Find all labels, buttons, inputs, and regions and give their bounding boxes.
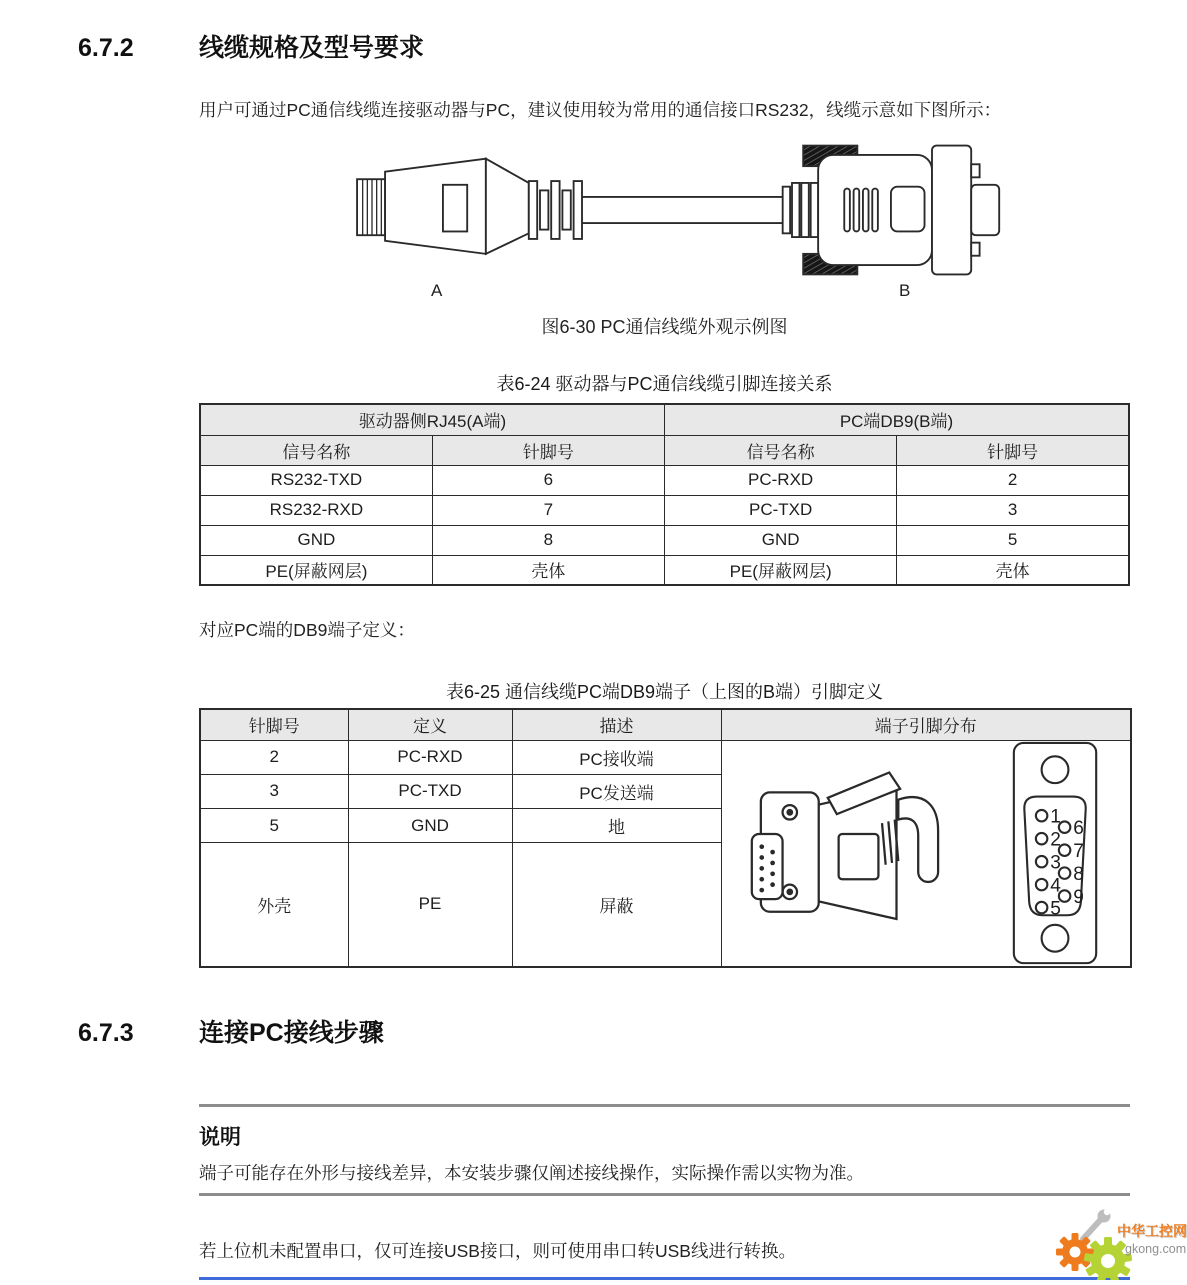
pin-number: 4 — [1050, 874, 1062, 896]
col-header: 针脚号 — [897, 435, 1129, 465]
table-cell: 6 — [432, 465, 664, 495]
table-row — [200, 709, 1131, 740]
watermark-name: 中华工控网 — [1117, 1223, 1187, 1239]
col-header: 信号名称 — [200, 435, 432, 465]
table-cell: PE(屏蔽网层) — [665, 555, 897, 585]
section-number: 6.7.2 — [78, 34, 134, 62]
rj45-connector — [357, 159, 582, 254]
db9-connector — [783, 146, 1000, 275]
section-number: 6.7.3 — [78, 1019, 134, 1047]
table-cell: 3 — [897, 495, 1129, 525]
figure-caption: 图6-30 PC通信线缆外观示例图 — [541, 317, 788, 337]
intro-paragraph: 用户可通过PC通信线缆连接驱动器与PC，建议使用较为常用的通信接口RS232，线缆示意如下图所示： — [199, 100, 1002, 120]
table-cell: 壳体 — [897, 555, 1129, 585]
gkong-watermark — [1045, 1205, 1187, 1280]
table25-title: 表6-25 通信线缆PC端DB9端子（上图的B端）引脚定义 — [445, 682, 884, 702]
table-cell: PC-RXD — [665, 465, 897, 495]
db9-pin-definition-table — [199, 708, 1132, 968]
pin-number: 7 — [1073, 840, 1085, 862]
db9-3d-drawing — [750, 758, 958, 948]
pin-number: 5 — [1050, 897, 1062, 919]
col-header: 针脚号 — [432, 435, 664, 465]
table-row — [200, 435, 1129, 465]
section-title: 连接PC接线步骤 — [199, 1019, 384, 1047]
cable-figure — [352, 140, 1008, 280]
table-cell: RS232-RXD — [200, 495, 432, 525]
note-heading: 说明 — [199, 1126, 241, 1149]
table-cell: 壳体 — [432, 555, 664, 585]
note-top-rule — [199, 1104, 1130, 1107]
table-cell: 2 — [897, 465, 1129, 495]
table24-title: 表6-24 驱动器与PC通信线缆引脚连接关系 — [496, 374, 833, 394]
table-cell: PC-TXD — [665, 495, 897, 525]
table-cell: PC-TXD — [348, 774, 512, 808]
figure-label-a: A — [431, 281, 443, 300]
col-header: 描述 — [512, 709, 721, 740]
table-cell: PC-RXD — [348, 740, 512, 774]
db9-pin-map — [1010, 741, 1101, 966]
table-row — [200, 555, 1129, 585]
pin-number: 3 — [1050, 851, 1062, 873]
table-cell: 地 — [512, 809, 721, 843]
table-row — [200, 740, 1131, 774]
table-cell: PE — [348, 843, 512, 967]
cable-line — [582, 197, 783, 223]
pin-number: 1 — [1050, 805, 1062, 827]
col-header: 针脚号 — [200, 709, 348, 740]
gkong-logo — [1045, 1205, 1187, 1280]
group-header-db9: PC端DB9(B端) — [665, 404, 1130, 435]
table-row — [200, 495, 1129, 525]
note-body: 端子可能存在外形与接线差异，本安装步骤仅阐述接线操作，实际操作需以实物为准。 — [199, 1163, 864, 1183]
pin-number: 9 — [1073, 886, 1085, 908]
pin-connection-table — [199, 403, 1130, 586]
table-row — [200, 525, 1129, 555]
table-cell: 5 — [897, 525, 1129, 555]
pin-number: 8 — [1073, 863, 1085, 885]
table-cell: GND — [348, 809, 512, 843]
table-cell: 外壳 — [200, 843, 348, 967]
group-header-rj45: 驱动器侧RJ45(A端) — [200, 404, 665, 435]
section-heading-672 — [78, 28, 424, 64]
wrench-icon — [1083, 1209, 1111, 1239]
table-cell: 屏蔽 — [512, 843, 721, 967]
col-header: 定义 — [348, 709, 512, 740]
table-cell: 3 — [200, 774, 348, 808]
table-cell: 5 — [200, 809, 348, 843]
orange-gear-icon — [1056, 1233, 1094, 1271]
pin-layout-cell — [721, 740, 1131, 967]
table-cell: PC发送端 — [512, 774, 721, 808]
table-cell: 8 — [432, 525, 664, 555]
db9-definition-note: 对应PC端的DB9端子定义： — [199, 620, 415, 640]
table-cell: PC接收端 — [512, 740, 721, 774]
table-row — [200, 465, 1129, 495]
table-cell: 2 — [200, 740, 348, 774]
usb-note: 若上位机未配置串口，仅可连接USB接口，则可使用串口转USB线进行转换。 — [199, 1241, 796, 1261]
table-cell: GND — [200, 525, 432, 555]
section-heading-673 — [78, 1013, 384, 1049]
table-cell: GND — [665, 525, 897, 555]
pin-number: 6 — [1073, 817, 1085, 839]
col-header: 端子引脚分布 — [721, 709, 1131, 740]
watermark-domain: gkong.com — [1125, 1242, 1187, 1256]
table-cell: PE(屏蔽网层) — [200, 555, 432, 585]
section-title: 线缆规格及型号要求 — [199, 34, 425, 62]
table-row — [200, 404, 1129, 435]
col-header: 信号名称 — [665, 435, 897, 465]
figure-label-b: B — [899, 281, 911, 300]
table-cell: RS232-TXD — [200, 465, 432, 495]
table-cell: 7 — [432, 495, 664, 525]
note-bottom-rule — [199, 1193, 1130, 1196]
pin-number: 2 — [1050, 828, 1062, 850]
cable-drawing-svg — [352, 140, 1008, 280]
